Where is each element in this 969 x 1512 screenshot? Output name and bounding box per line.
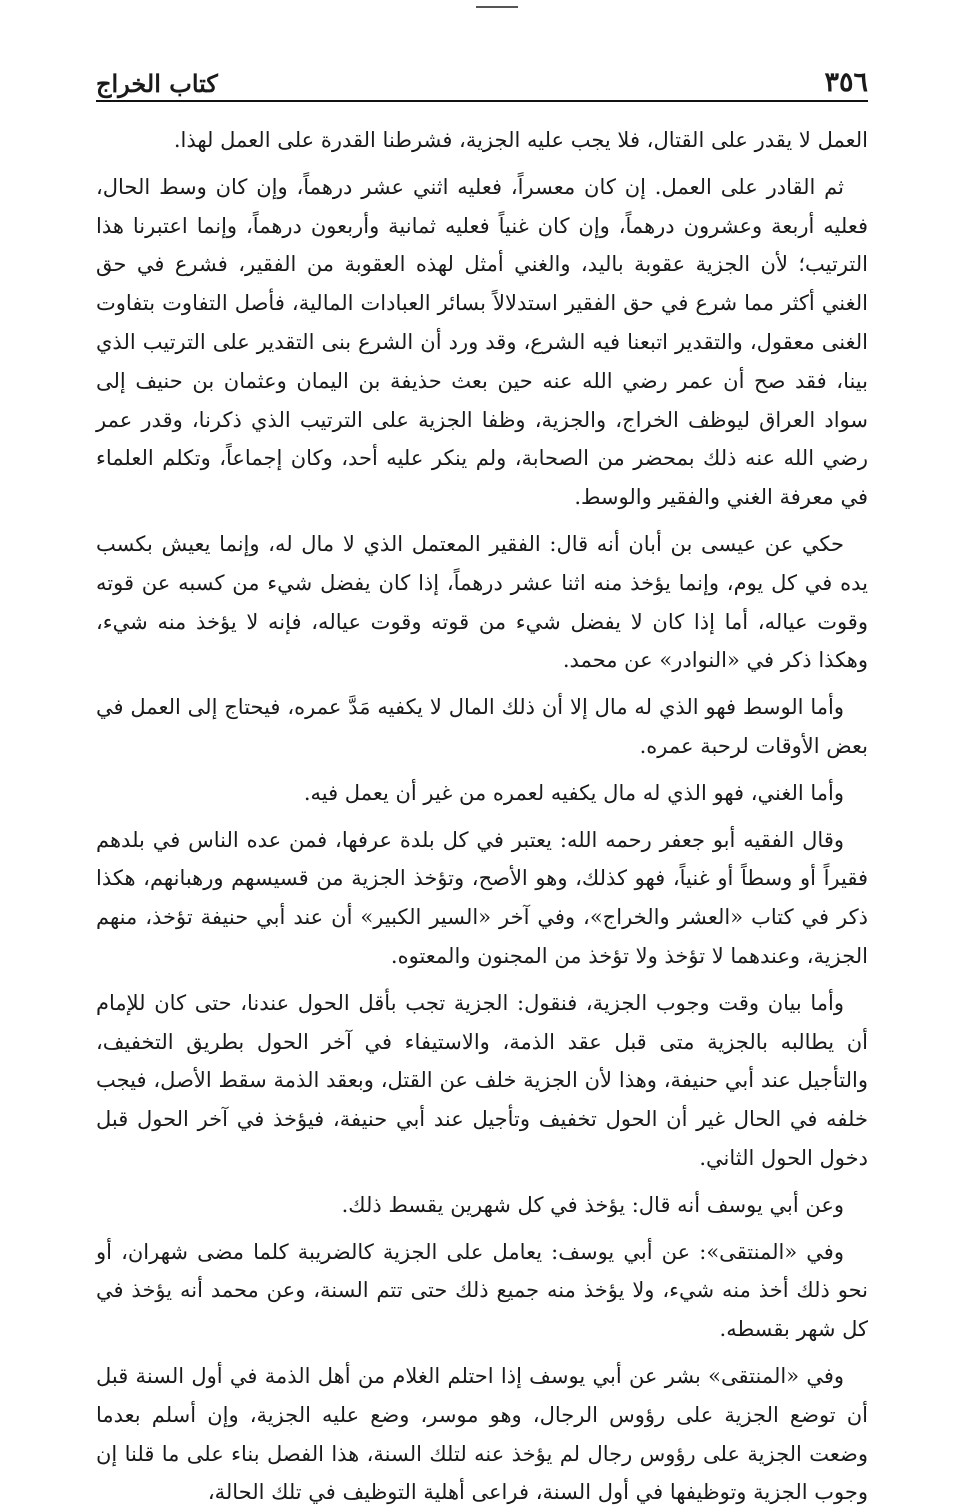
paragraph-abu-yusuf: وعن أبي يوسف أنه قال: يؤخذ في كل شهرين يقسط ذلك. bbox=[341, 1192, 844, 1217]
paragraph-isa-ibn-aban: حكي عن عيسى بن أبان أنه قال: الفقير المعتمل الذي لا مال له، وإنما يعيش بكسب يده في كل يوم، وإنما يؤخذ منه اثنا عشر درهماً، إذا كان يفضل شيء من كسبه عن قوته وقوت عياله، أما إذا كان لا يفضل شيء من قوته وقوت عياله، فإنه لا يؤخذ منه شيء، وهكذا ذكر في «النوادر» عن محمد. bbox=[96, 531, 868, 673]
paragraph-middle-class: وأما الوسط فهو الذي له مال إلا أن ذلك المال لا يكفيه مَدَّ عمره، فيحتاج إلى العمل في بعض الأوقات لرحبة عمره. bbox=[96, 695, 868, 758]
paragraph-time-of-obligation: وأما بيان وقت وجوب الجزية، فنقول: الجزية تجب بأقل الحول عندنا، حتى كان للإمام أن يطالبه بالجزية متى قبل عقد الذمة، والاستيفاء في آخر الحول بطريق التخفيف، والتأجيل عند أبي حنيفة، وهذا لأن الجزية خلف عن القتل، وبعقد الذمة سقط الأصل، فيجب خلفه في الحال غير أن الحول تخفيف وتأجيل عند أبي حنيفة، فيؤخذ في آخر الحول قبل دخول الحول الثاني. bbox=[96, 990, 868, 1170]
page-header bbox=[96, 62, 868, 102]
paragraph-tax-tiers: ثم القادر على العمل. إن كان معسراً، فعليه اثني عشر درهماً، وإن كان وسط الحال، فعليه أربعة وعشرون درهماً، وإن كان غنياً فعليه ثمانية وأربعون درهماً، وإنما اعتبرنا هذا الترتيب؛ لأن الجزية عقوبة باليد، والغني أمثل لهذه العقوبة من الفقير، فشرع في حق الغني أكثر مما شرع في حق الفقير استدلالاً بسائر العبادات المالية، فأصل التفاوت بتفاوت الغنى معقول، والتقدير اتبعنا فيه الشرع، وقد ورد أن الشرع بنى التقدير على الترتيب الذي بينا، فقد صح أن عمر رضي الله عنه حين بعث حذيفة بن اليمان وعثمان بن حنيف إلى سواد العراق ليوظف الخراج، والجزية، وظفا الجزية على الترتيب الذي ذكرنا، وقدر عمر رضي الله عنه ذلك بمحضر من الصحابة، ولم ينكر عليه أحد، وكان إجماعاً، وتكلم العلماء في معرفة الغني والفقير والوسط. bbox=[96, 174, 868, 510]
paragraph-rich: وأما الغني، فهو الذي له مال يكفيه لعمره من غير أن يعمل فيه. bbox=[303, 780, 844, 805]
paragraph-muntaqa-2: وفي «المنتقى» بشر عن أبي يوسف إذا احتلم الغلام من أهل الذمة في أول السنة قبل أن توضع الجزية على رؤوس الرجال، وهو موسر، وضع عليه الجزية، وإن أسلم بعدما وضعت الجزية على رؤوس رجال لم يؤخذ عنه لتلك السنة، هذا الفصل بناء على ما قلنا إن وجوب الجزية وتوظيفها في أول السنة، فراعى أهلية التوظيف في تلك الحالة، bbox=[96, 1363, 868, 1505]
paragraph-abu-jafar: وقال الفقيه أبو جعفر رحمه الله: يعتبر في كل بلدة عرفها، فمن عده الناس في بلدهم فقيراً أو وسطاً أو غنياً، فهو كذلك، وهو الأصح، وتؤخذ الجزية من قسيسهم ورهبانهم، هكذا ذكر في كتاب «العشر والخراج»، وفي آخر «السير الكبير» أن عند أبي حنيفة تؤخذ، منهم الجزية، وعندهما لا تؤخذ ولا تؤخذ من المجنون والمعتوه. bbox=[96, 827, 868, 968]
top-rule-mark bbox=[476, 6, 518, 8]
running-title: كتاب الخراج bbox=[96, 69, 218, 98]
paragraph-continuation: العمل لا يقدر على القتال، فلا يجب عليه الجزية، فشرطنا القدرة على العمل لهذا. bbox=[173, 128, 868, 152]
page-body bbox=[96, 121, 868, 1512]
paragraph-muntaqa-1: وفي «المنتقى»: عن أبي يوسف: يعامل على الجزية كالضريبة كلما مضى شهران، أو نحو ذلك أخذ منه شيء، ولا يؤخذ منه جميع ذلك حتى تتم السنة، وعن محمد أنه يؤخذ في كل شهر بقسطه. bbox=[96, 1239, 868, 1342]
page-number: ٣٥٦ bbox=[824, 67, 868, 98]
